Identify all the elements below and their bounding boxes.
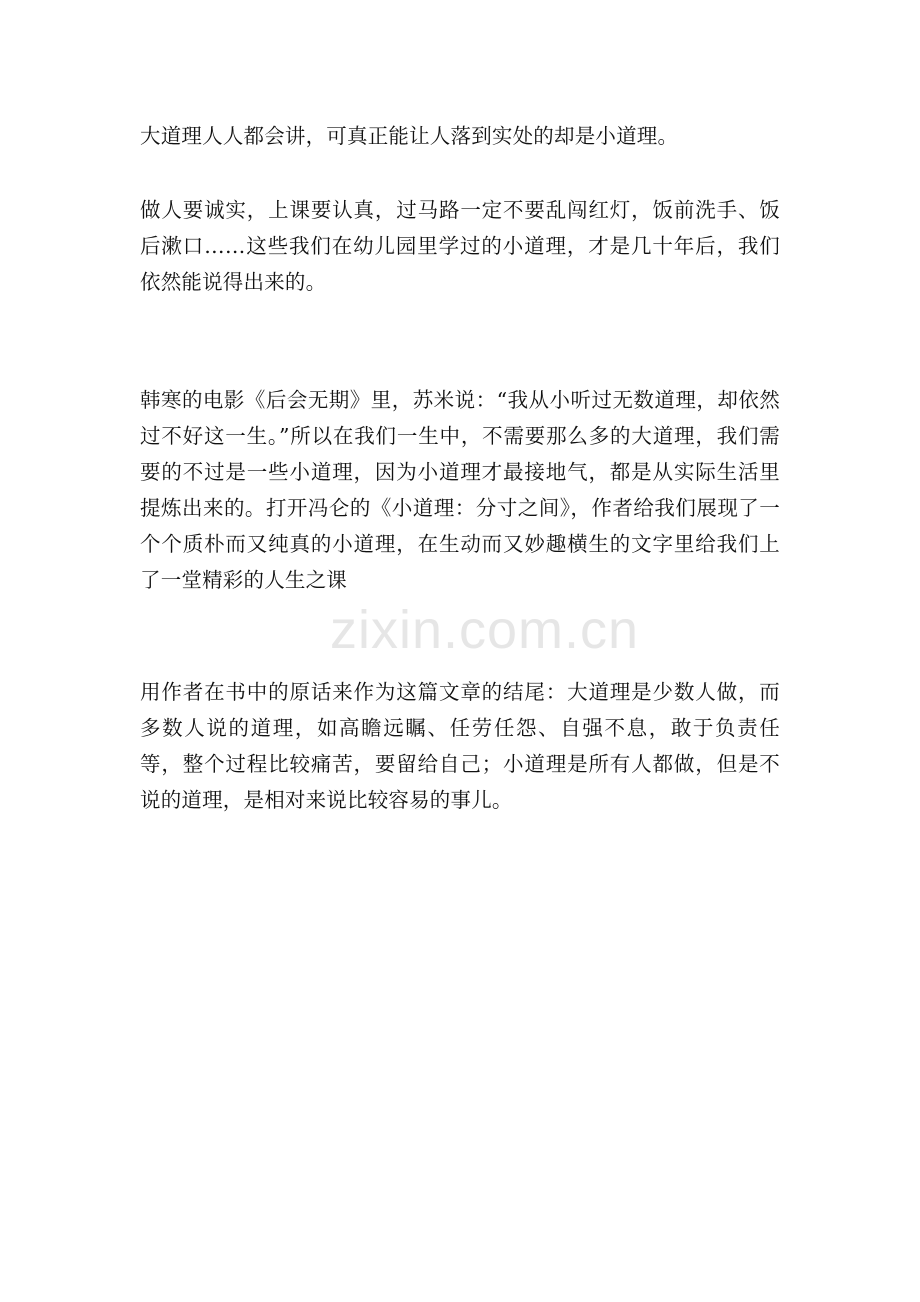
paragraph-film-quote: 韩寒的电影《后会无期》里，苏米说：“我从小听过无数道理，却依然过不好这一生。”所以在我们一生中，不需要那么多的大道理，我们需要的不过是一些小道理，因为小道理才最接地气，都是从实际生活里提炼出来的。打开冯仑的《小道理：分寸之间》，作者给我们展现了一个个质朴而又纯真的小道理，在生动而又妙趣横生的文字里给我们上了一堂精彩的人生之课 bbox=[140, 388, 780, 592]
paragraph-intro: 大道理人人都会讲，可真正能让人落到实处的却是小道理。 bbox=[140, 124, 679, 148]
paragraph-conclusion: 用作者在书中的原话来作为这篇文章的结尾：大道理是少数人做，而多数人说的道理，如高瞻远瞩、任劳任怨、自强不息，敢于负责任等，整个过程比较痛苦，要留给自己；小道理是所有人都做，但是不说的道理，是相对来说比较容易的事儿。 bbox=[140, 680, 780, 812]
paragraph-examples: 做人要诚实，上课要认真，过马路一定不要乱闯红灯，饭前洗手、饭后漱口……这些我们在幼儿园里学过的小道理，才是几十年后，我们依然能说得出来的。 bbox=[140, 198, 780, 294]
watermark: zixin.com.cn bbox=[330, 600, 640, 660]
